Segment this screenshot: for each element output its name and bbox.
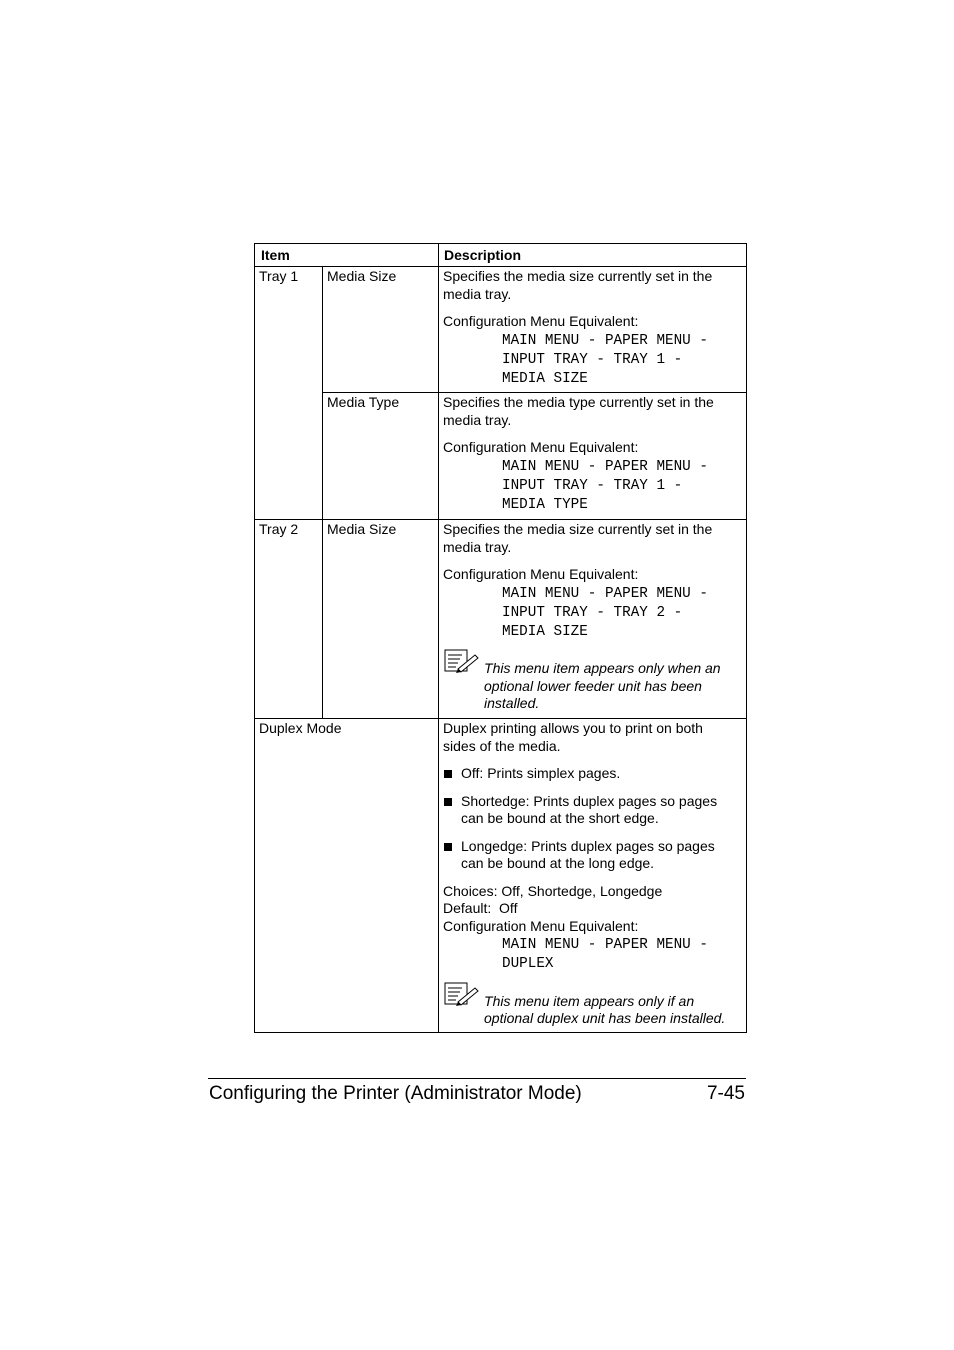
description-text: Duplex printing allows you to print on both sides of the media. (443, 720, 703, 754)
page-number: 7-45 (706, 1083, 745, 1104)
settings-table (254, 243, 747, 1033)
default-text: Default: Off (443, 900, 518, 916)
note-text: This menu item appears only when an optional lower feeder unit has been installed. (484, 660, 721, 712)
menu-path-line: INPUT TRAY - TRAY 1 - (502, 477, 683, 494)
table-row (255, 267, 747, 393)
bullet-text: Shortedge: Prints duplex pages so pages can be bound at the short edge. (461, 792, 718, 826)
description-text: Specifies the media size currently set in the media tray. (443, 521, 713, 555)
menu-path-line: INPUT TRAY - TRAY 2 - (502, 604, 683, 621)
menu-path-line: MAIN MENU - PAPER MENU - (502, 458, 708, 475)
config-label: Configuration Menu Equivalent: (443, 917, 639, 934)
note (443, 993, 738, 1028)
menu-path-line: MAIN MENU - PAPER MENU - (502, 585, 708, 602)
note-pencil-icon (444, 982, 480, 1008)
description-text: Specifies the media type currently set in the media tray. (443, 394, 714, 428)
header-item: Item (255, 244, 439, 267)
menu-path-line: INPUT TRAY - TRAY 1 - (502, 351, 683, 368)
table-row (255, 719, 747, 1033)
table-row (255, 520, 747, 719)
note-pencil-icon (444, 649, 480, 675)
bullet-square-icon (444, 798, 452, 806)
bullet-text: Longedge: Prints duplex pages so pages can be bound at the long edge. (461, 837, 715, 871)
bullet-item (443, 793, 738, 828)
choices-text: Choices: Off, Shortedge, Longedge (443, 882, 663, 899)
bullet-item (443, 838, 738, 873)
footer-title: Configuring the Printer (Administrator Mode) (209, 1083, 582, 1104)
duplex-label: Duplex Mode (255, 719, 439, 1033)
tray1-media-type-label: Media Type (323, 393, 439, 520)
menu-path-line: MEDIA SIZE (502, 624, 588, 641)
config-label: Configuration Menu Equivalent: (443, 566, 639, 582)
duplex-desc-cell (439, 719, 747, 1033)
footer-divider (208, 1078, 746, 1079)
tray1-media-type-desc-cell (439, 393, 747, 520)
header-description: Description (439, 244, 747, 267)
note (443, 660, 738, 713)
note-text: This menu item appears only if an optional duplex unit has been installed. (484, 992, 726, 1027)
config-label: Configuration Menu Equivalent: (443, 313, 639, 329)
bullet-text: Off: Prints simplex pages. (461, 765, 621, 781)
menu-path-line: MAIN MENU - PAPER MENU - (502, 332, 708, 349)
table-header-row (255, 244, 747, 267)
menu-path-line: DUPLEX (502, 956, 554, 973)
menu-path-line: MEDIA SIZE (502, 371, 588, 388)
bullet-square-icon (444, 770, 452, 778)
tray2-media-size-label: Media Size (323, 520, 439, 719)
menu-path-line: MAIN MENU - PAPER MENU - (502, 937, 708, 953)
menu-path-line: MEDIA TYPE (502, 497, 588, 514)
tray1-label: Tray 1 (255, 267, 323, 520)
config-label: Configuration Menu Equivalent: (443, 439, 639, 455)
tray2-label: Tray 2 (255, 520, 323, 719)
bullet-item (443, 765, 738, 783)
tray1-media-size-label: Media Size (323, 267, 439, 393)
tray2-media-size-desc-cell (439, 520, 747, 719)
tray1-media-size-desc-cell (439, 267, 747, 393)
bullet-square-icon (444, 843, 452, 851)
table-row (255, 393, 747, 520)
description-text: Specifies the media size currently set in the media tray. (443, 268, 713, 302)
